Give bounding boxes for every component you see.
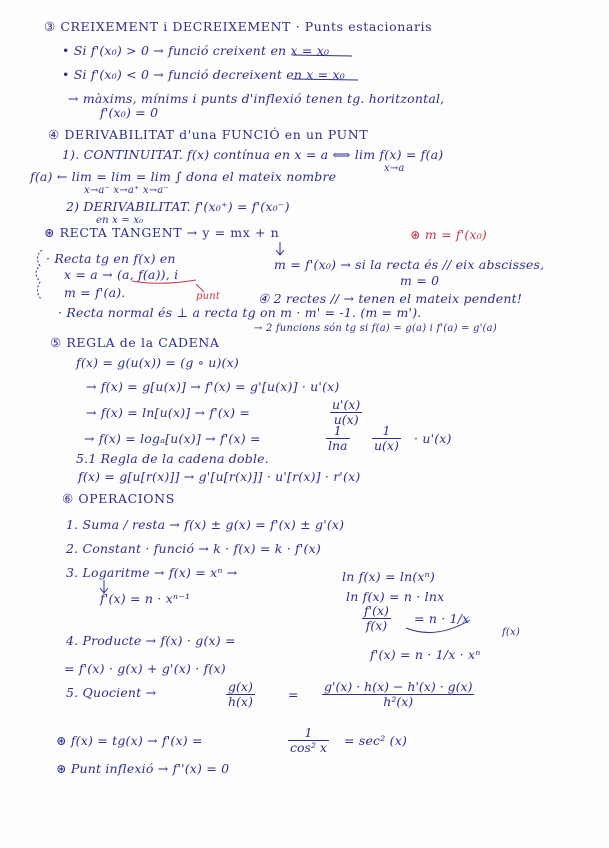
fraction-numerator: f'(x) bbox=[364, 603, 389, 618]
tangent-point: x = a → (a, f(a)), i bbox=[64, 267, 179, 282]
tangent-derivative-result: = sec² (x) bbox=[344, 733, 408, 748]
op-log-step-1: ln f(x) = ln(xⁿ) bbox=[342, 569, 435, 584]
fraction-numerator: g(x) bbox=[226, 680, 255, 695]
s3-stationary-condition: f'(x₀) = 0 bbox=[100, 105, 159, 120]
fraction-numerator: 1 bbox=[326, 424, 350, 439]
double-chain-rule: f(x) = g[u[r(x)]] → g'[u[r(x)]] · u'[r(x)] · r'(x) bbox=[78, 469, 361, 484]
s4-continuity-limit-sub: x→a bbox=[384, 163, 405, 174]
s3-bullet-decreasing: • Si f'(x₀) < 0 → funció decreixent en x = x₀ bbox=[62, 67, 345, 82]
tangent-derivative: ⊛ f(x) = tg(x) → f'(x) = bbox=[56, 733, 203, 748]
s4-continuity: 1). CONTINUITAT. f(x) contínua en x = a ⟺ lim f(x) = f(a) bbox=[62, 147, 444, 162]
underline-decreixent bbox=[292, 79, 358, 80]
op-log-step-4: f'(x) = n · 1/x · xⁿ bbox=[370, 647, 481, 662]
op-sum: 1. Suma / resta → f(x) ± g(x) = f'(x) ± g'(x) bbox=[66, 517, 345, 532]
s4-derivability-sub: en x = x₀ bbox=[96, 215, 144, 226]
tangent-line-title: ⊛ RECTA TANGENT → y = mx + n bbox=[44, 225, 280, 240]
punt-annotation: punt bbox=[196, 291, 221, 302]
section-5-title: ⑤ REGLA de la CADENA bbox=[50, 335, 220, 350]
chain-rule-def: f(x) = g(u(x)) = (g ∘ u)(x) bbox=[76, 355, 239, 370]
s3-stationary-note: → màxims, mínims i punts d'inflexió tenen tg. horitzontal, bbox=[68, 91, 445, 106]
fraction-denominator: lna bbox=[328, 438, 348, 453]
op-quotient: 5. Quocient → bbox=[66, 685, 157, 700]
log-curved-arrow bbox=[406, 620, 470, 633]
underline-creixent bbox=[292, 55, 352, 56]
s4-lateral-limits: f(a) ← lim = lim = lim ∫ dona el mateix nombre bbox=[30, 169, 337, 184]
tangent-slope-formula: ⊛ m = f'(x₀) bbox=[410, 227, 487, 242]
op-log: 3. Logaritme → f(x) = xⁿ → bbox=[66, 565, 238, 580]
op-log-side-note: f(x) bbox=[502, 627, 520, 638]
fraction-numerator: 1 bbox=[288, 726, 329, 741]
slope-down-arrow bbox=[276, 242, 284, 255]
double-chain-rule-title: 5.1 Regla de la cadena doble. bbox=[76, 451, 269, 466]
tangent-functions-note: → 2 funcions són tg si f(a) = g(a) i f'(a) = g'(a) bbox=[254, 323, 497, 334]
fraction-denominator: h²(x) bbox=[383, 694, 414, 709]
inflection-point: ⊛ Punt inflexió → f''(x) = 0 bbox=[56, 761, 230, 776]
s4-derivability: 2) DERIVABILITAT. f'(x₀⁺) = f'(x₀⁻) bbox=[66, 199, 290, 214]
op-log-result: f'(x) = n · xⁿ⁻¹ bbox=[100, 591, 191, 606]
chain-rule-ln: → f(x) = ln[u(x)] → f'(x) = bbox=[86, 405, 251, 420]
tangent-slope: m = f'(a). bbox=[64, 285, 126, 300]
tangent-note-1: · Recta tg en f(x) en bbox=[46, 251, 176, 266]
chain-rule-general: → f(x) = g[u(x)] → f'(x) = g'[u(x)] · u'(x) bbox=[86, 379, 340, 394]
point-arrow bbox=[196, 284, 204, 292]
section-4-title: ④ DERIVABILITAT d'una FUNCIÓ en un PUNT bbox=[48, 127, 369, 142]
op-constant: 2. Constant · funció → k · f(x) = k · f'(x) bbox=[66, 541, 321, 556]
op-log-step-3: = n · 1/x bbox=[414, 611, 470, 626]
op-log-step-2: ln f(x) = n · lnx bbox=[346, 589, 445, 604]
chain-rule-log: → f(x) = logₐ[u(x)] → f'(x) = bbox=[84, 431, 261, 446]
brace bbox=[36, 250, 42, 300]
section-3-title: ③ CREIXEMENT i DECREIXEMENT · Punts estacionaris bbox=[44, 19, 433, 34]
fraction-denominator: u(x) bbox=[374, 438, 399, 453]
fraction-numerator: g'(x) · h(x) − h'(x) · g(x) bbox=[324, 679, 473, 694]
fraction-denominator: h(x) bbox=[228, 694, 253, 709]
fraction-denominator: u(x) bbox=[333, 412, 359, 427]
op-quotient-equals: = bbox=[288, 687, 299, 702]
tangent-zero-slope: m = 0 bbox=[400, 273, 440, 288]
log-down-arrow bbox=[100, 580, 108, 593]
fraction-denominator: f(x) bbox=[365, 618, 388, 633]
op-product-result: = f'(x) · g(x) + g'(x) · f(x) bbox=[64, 661, 226, 676]
tangent-horizontal-note: m = f'(x₀) → si la recta és // eix abscisses, bbox=[274, 257, 545, 272]
section-6-title: ⑥ OPERACIONS bbox=[62, 491, 175, 506]
normal-line-note: · Recta normal és ⊥ a recta tg on m · m' = -1. (m = m'). bbox=[58, 305, 422, 320]
s3-bullet-increasing: • Si f'(x₀) > 0 → funció creixent en x = x₀ bbox=[62, 43, 330, 58]
fraction-numerator: u'(x) bbox=[332, 397, 361, 412]
point-underline bbox=[132, 280, 196, 283]
fraction-numerator: 1 bbox=[372, 424, 401, 439]
parallel-lines-note: ④ 2 rectes // → tenen el mateix pendent! bbox=[258, 291, 523, 306]
s4-lateral-limits-sub: x→a⁻ x→a⁺ x→a⁻ bbox=[84, 185, 169, 196]
chain-rule-log-tail: · u'(x) bbox=[414, 431, 452, 446]
op-product: 4. Producte → f(x) · g(x) = bbox=[66, 633, 236, 648]
fraction-denominator: cos² x bbox=[290, 740, 327, 755]
